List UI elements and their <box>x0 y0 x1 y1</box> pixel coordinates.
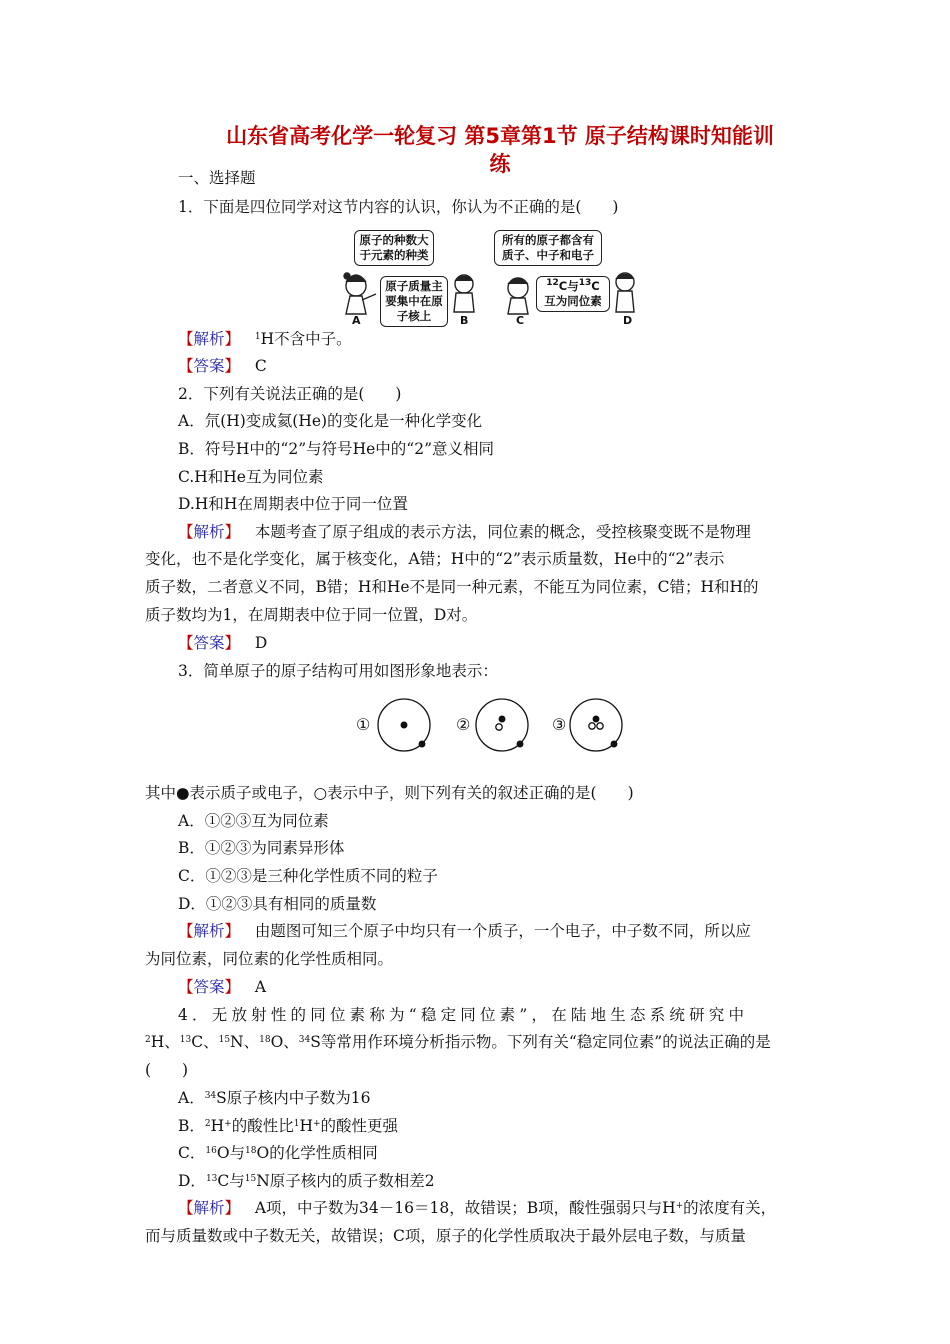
answer-tag: 【答案】 <box>178 978 241 996</box>
title-line-1: 山东省高考化学一轮复习 第5章第1节 原子结构课时知能训 <box>226 124 774 148</box>
atom-diagrams <box>356 694 636 756</box>
q3-option-b: B．①②③为同素异形体 <box>178 839 345 857</box>
q1-bubble-d-b: C <box>591 279 600 293</box>
atom-label-2: ② <box>456 715 471 734</box>
q1-cartoon-figure <box>336 226 636 328</box>
q2-stem: 2．下列有关说法正确的是( ) <box>178 385 402 403</box>
atom-2-icon <box>476 699 528 751</box>
q3-option-d: D．①②③具有相同的质量数 <box>178 895 377 913</box>
child-d-icon <box>616 273 634 312</box>
q3-answer: 【答案】 A <box>178 978 267 996</box>
q4-option-b: B．$^2$H+的酸性比$^1$H+的酸性更强 <box>178 1117 399 1135</box>
q1-label-c: C <box>516 314 525 327</box>
q2-option-a: A．氘(H)变成氦(He)的变化是一种化学变化 <box>178 412 483 430</box>
q1-iso-12: 12 <box>546 278 559 288</box>
q4-stem-line-1: 4．无放射性的同位素称为“稳定同位素”，在陆地生态系统研究中 <box>178 1006 749 1024</box>
atom-label-3: ③ <box>552 715 567 734</box>
q1-bubble-c: 所有的原子都含有质子、中子和电子 <box>494 230 602 266</box>
q4-analysis-line-1: 【解析】 A项，中子数为34－16＝18，故错误；B项，酸性强弱只与H+的浓度有关， <box>178 1199 777 1217</box>
q3-analysis-line-2: 为同位素，同位素的化学性质相同。 <box>145 950 394 968</box>
q1-analysis: 【解析】 $^1$H不含中子。 <box>178 330 352 348</box>
atom-label-1: ① <box>356 715 371 734</box>
analysis-tag: 【解析】 <box>178 330 241 348</box>
q1-label-b: B <box>460 314 469 327</box>
q1-bubble-a: 原子的种数大于元素的种类 <box>354 230 434 266</box>
answer-tag: 【答案】 <box>178 357 241 375</box>
q2-analysis-line-3: 质子数，二者意义不同，B错；H和He不是同一种元素，不能互为同位素，C错；H和H的 <box>145 578 759 596</box>
q3-atom-figure <box>356 694 636 756</box>
q4-option-c: C．$^{16}$O与$^{18}$O的化学性质相同 <box>178 1144 378 1162</box>
q2-analysis-line-4: 质子数均为1，在周期表中位于同一位置，D对。 <box>145 606 478 624</box>
child-c-icon <box>508 278 528 314</box>
child-b-icon <box>454 275 474 312</box>
analysis-tag: 【解析】 <box>178 1199 241 1217</box>
q1-label-a: A <box>352 314 361 327</box>
q2-answer: 【答案】 D <box>178 634 268 652</box>
q1-stem: 1．下面是四位同学对这节内容的认识，你认为不正确的是( ) <box>178 198 619 216</box>
analysis-tag: 【解析】 <box>178 922 241 940</box>
q1-label-d: D <box>623 314 633 327</box>
q1-bubble-b: 原子质量主要集中在原子核上 <box>380 276 448 327</box>
q1-children-illustration <box>336 226 636 328</box>
child-a-icon <box>344 273 376 314</box>
atom-3-icon <box>570 699 622 751</box>
document-title <box>180 122 820 178</box>
q4-stem-line-3: ( ) <box>145 1061 189 1079</box>
q1-iso-13: 13 <box>578 278 592 288</box>
q3-option-a: A．①②③互为同位素 <box>178 812 329 830</box>
q4-analysis-line-2: 而与质量数或中子数无关，故错误；C项，原子的化学性质取决于最外层电子数，与质量 <box>145 1227 746 1245</box>
q2-analysis-line-1: 【解析】 本题考查了原子组成的表示方法，同位素的概念，受控核聚变既不是物理 <box>178 523 751 541</box>
q1-bubble-d-line2: 互为同位素 <box>544 294 602 308</box>
q3-stem: 3．简单原子的原子结构可用如图形象地表示： <box>178 662 498 680</box>
q2-option-c: C.H和He互为同位素 <box>178 468 324 486</box>
q2-option-d: D.H和H在周期表中位于同一位置 <box>178 495 408 513</box>
q3-note: 其中●表示质子或电子，○表示中子，则下列有关的叙述正确的是( ) <box>145 784 634 802</box>
q1-answer: 【答案】 C <box>178 357 267 375</box>
q3-option-c: C．①②③是三种化学性质不同的粒子 <box>178 867 438 885</box>
q2-analysis-line-2: 变化，也不是化学变化，属于核变化，A错；H中的“2”表示质量数，He中的“2”表示 <box>145 550 725 568</box>
q1-bubble-d-a: C与 <box>558 279 579 293</box>
answer-tag: 【答案】 <box>178 634 241 652</box>
q2-option-b: B．符号H中的“2”与符号He中的“2”意义相同 <box>178 440 495 458</box>
q4-option-d: D．$^{13}$C与$^{15}$N原子核内的质子数相差2 <box>178 1172 435 1190</box>
section-heading: 一、选择题 <box>178 169 256 187</box>
q3-analysis-line-1: 【解析】 由题图可知三个原子中均只有一个质子，一个电子，中子数不同，所以应 <box>178 922 751 940</box>
q4-option-a: A．$^{34}$S原子核内中子数为16 <box>178 1089 371 1107</box>
analysis-tag: 【解析】 <box>178 523 241 541</box>
q4-stem-line-2: $^2$H、$^{13}$C、$^{15}$N、$^{18}$O、$^{34}$S等常用作环境分析指示物。下列有关“稳定同位素”的说法正确的是 <box>145 1033 771 1051</box>
atom-1-icon <box>378 699 430 751</box>
title-line-2: 练 <box>489 152 511 176</box>
